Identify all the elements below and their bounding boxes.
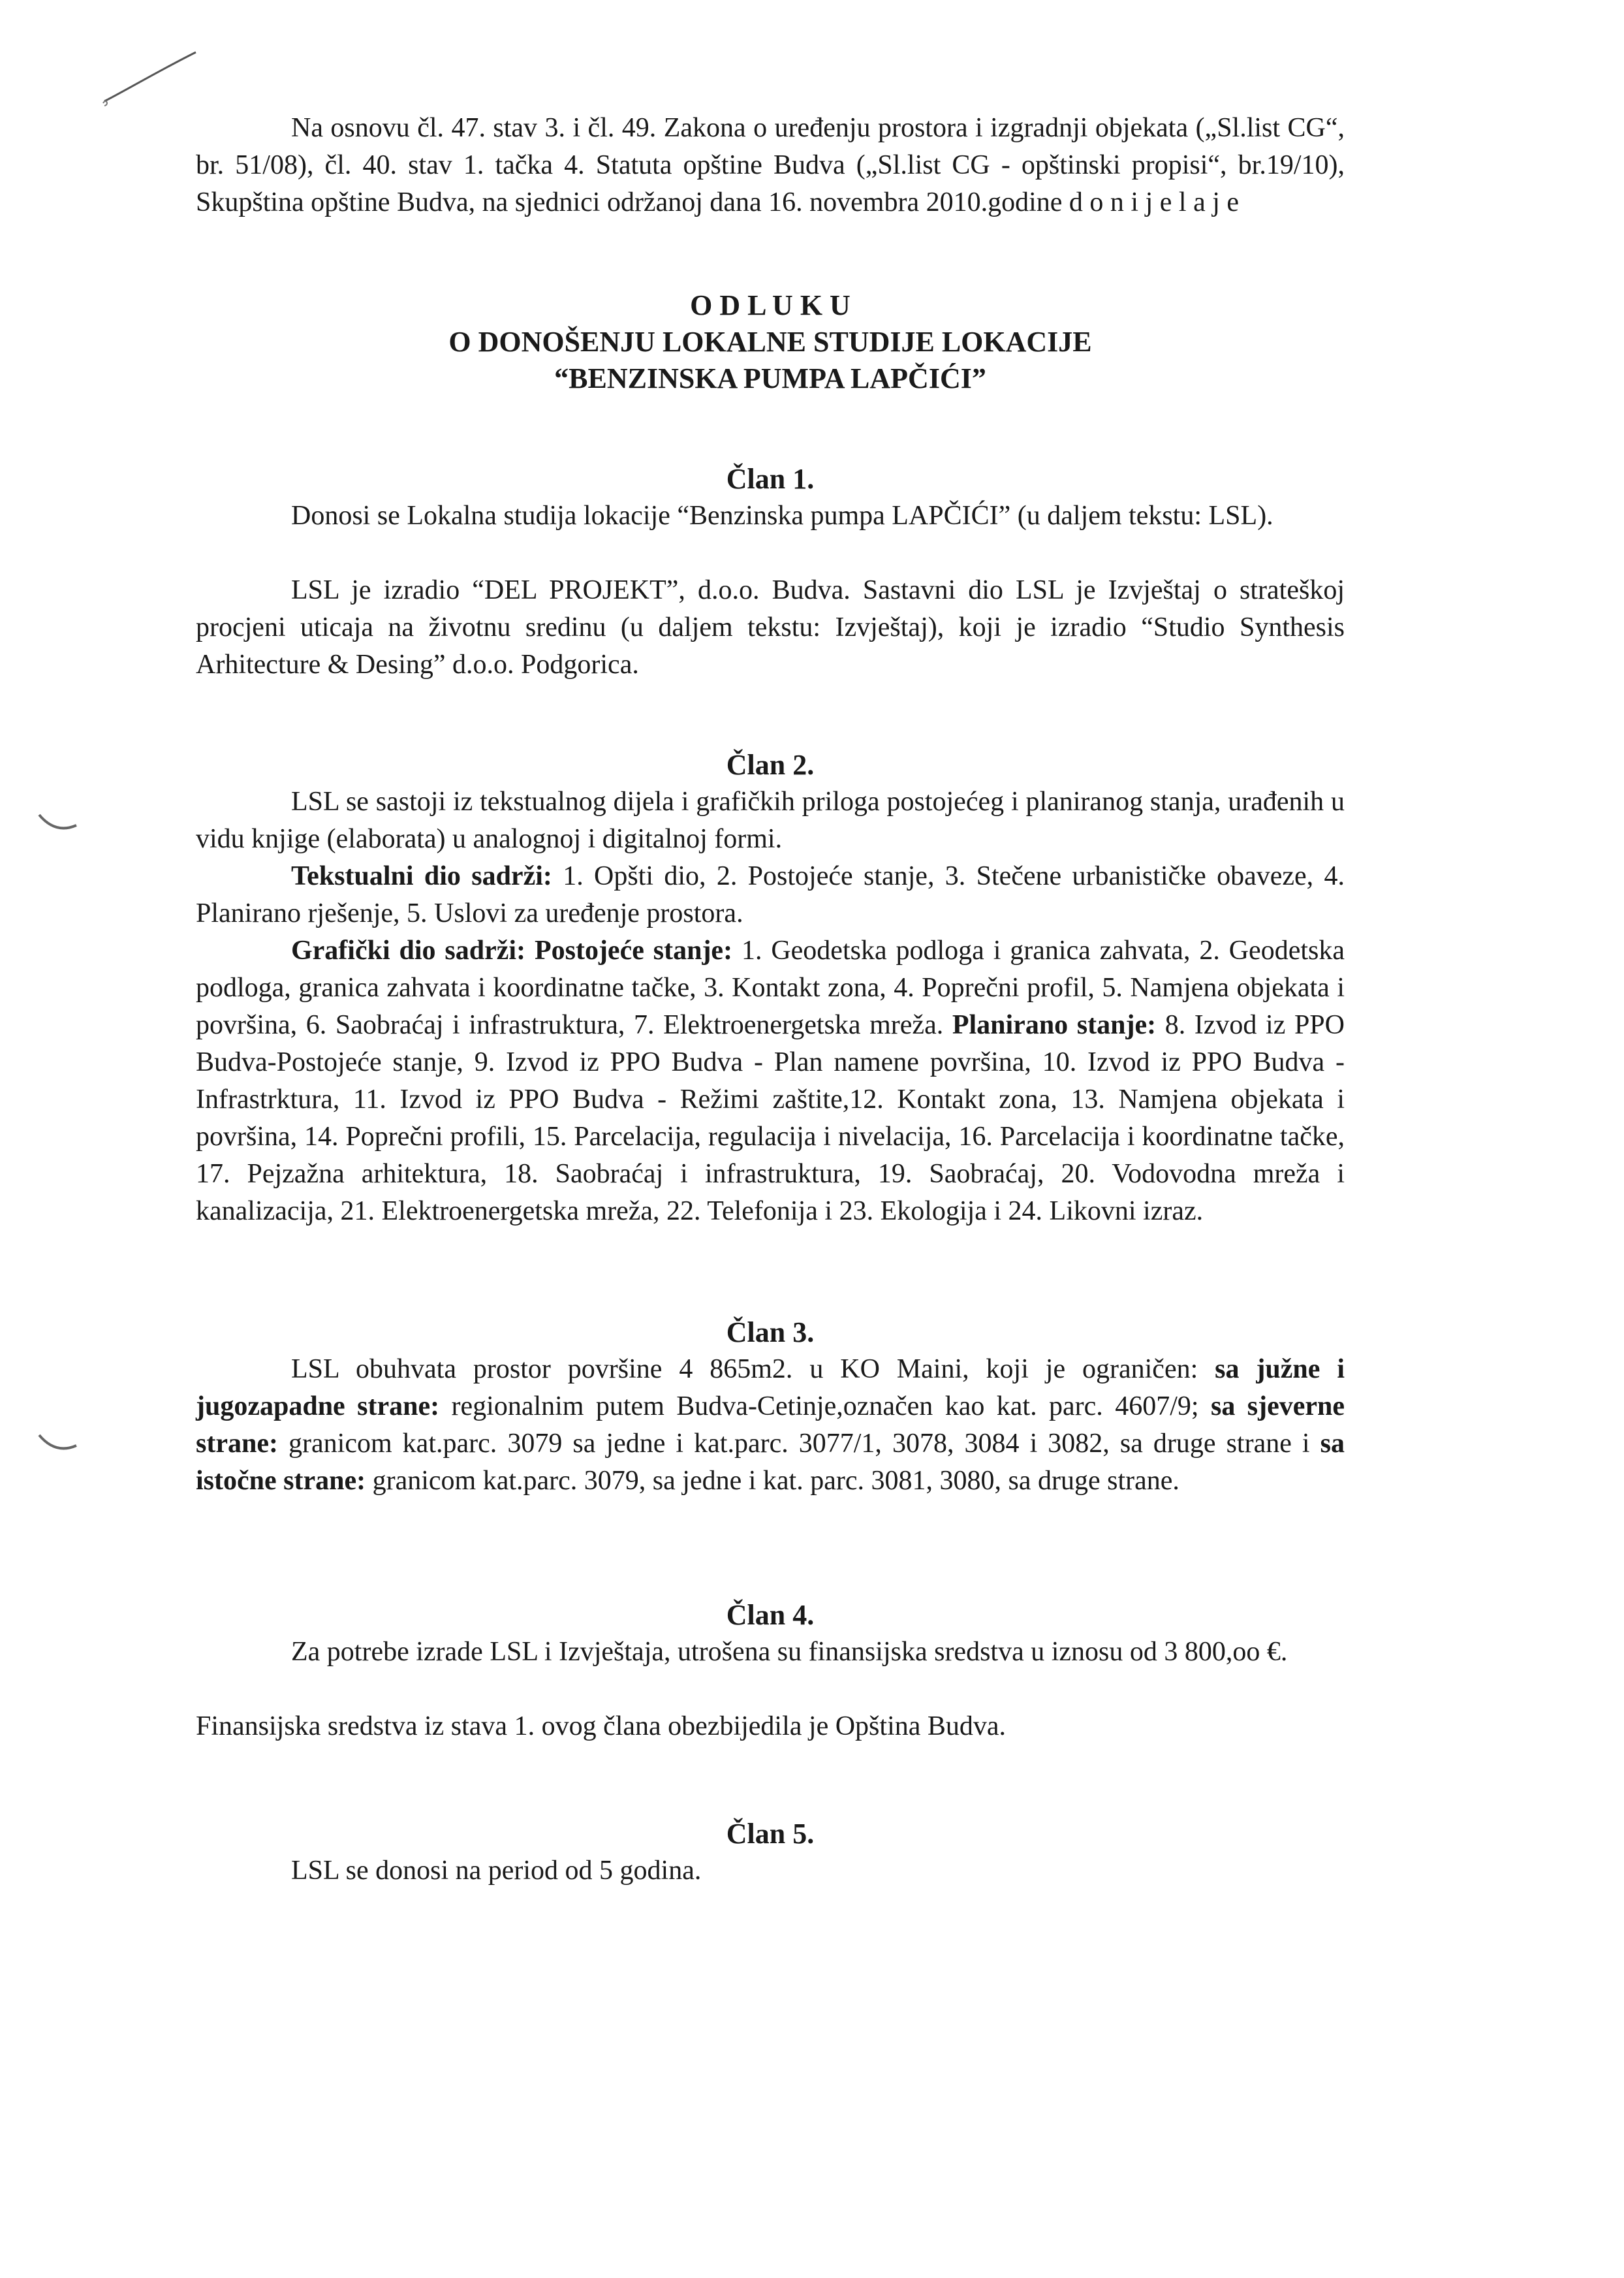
clan-4-heading: Član 4. bbox=[726, 1599, 815, 1631]
clan-3-text-1: LSL obuhvata prostor površine 4 865m2. u KO Maini, koji je ograničen: bbox=[291, 1354, 1215, 1384]
graphic-part-label: Grafički dio sadrži: Postojeće stanje: bbox=[291, 936, 733, 966]
clan-1-paragraph-2: LSL je izradio “DEL PROJEKT”, d.o.o. Budva. Sastavni dio LSL je Izvještaj o strateškoj procjeni uticaja na životnu sredinu (u daljem tekstu: Izvještaj), koji je izradio “Studio Synthesis Arhitecture & Desing” d.o.o. Podgorica. bbox=[196, 575, 1345, 680]
north-side-label: sa sjeverne strane: bbox=[196, 1391, 1345, 1459]
binder-mark-lower bbox=[36, 1430, 82, 1456]
intro-text: Na osnovu čl. 47. stav 3. i čl. 49. Zakona o uređenju prostora i izgradnji objekata („Sl.list CG“, br. 51/08), čl. 40. stav 1. tačka 4. Statuta opštine Budva („Sl.list CG - opštinski propisi“, br.19/10), Skupština opštine Budva, na sjednici održanoj dana 16. novembra 2010.godine bbox=[196, 113, 1345, 217]
clan-3-paragraph bbox=[196, 1351, 1345, 1500]
clan-1-paragraph-1: Donosi se Lokalna studija lokacije “Benzinska pumpa LAPČIĆI” (u daljem tekstu: LSL). bbox=[291, 501, 1273, 531]
intro-verb: d o n i j e l a j e bbox=[1069, 187, 1240, 217]
pen-stroke-mark bbox=[98, 46, 202, 111]
textual-part-text: 1. Opšti dio, 2. Postojeće stanje, 3. Stečene urbanističke obaveze, 4. Planirano rješenje, 5. Uslovi za uređenje prostora. bbox=[196, 861, 1345, 928]
decision-title bbox=[196, 287, 1345, 397]
clan-3-text-4: granicom kat.parc. 3079, sa jedne i kat. parc. 3081, 3080, sa druge strane. bbox=[366, 1466, 1179, 1496]
textual-part-label: Tekstualni dio sadrži: bbox=[291, 861, 552, 891]
clan-2-heading: Član 2. bbox=[726, 749, 815, 781]
clan-2-paragraph-3 bbox=[196, 932, 1345, 1230]
clan-2-paragraph-1: LSL se sastoji iz tekstualnog dijela i grafičkih priloga postojećeg i planiranog stanja, urađenih u vidu knjige (elaborata) u analognoj i digitalnoj formi. bbox=[196, 787, 1345, 854]
title-line-1: O D L U K U bbox=[690, 289, 851, 321]
clan-5-paragraph: LSL se donosi na period od 5 godina. bbox=[291, 1856, 702, 1886]
clan-1-heading: Član 1. bbox=[726, 463, 815, 495]
graphic-part-existing-text: 1. Geodetska podloga i granica zahvata, 2. Geodetska podloga, granica zahvata i koordinatne tačke, 3. Kontakt zona, 4. Poprečni profil, 5. Namjena objekata i površina, 6. Saobraćaj i infrastruktura, 7. Elektroenergetska mreža. bbox=[196, 936, 1345, 1040]
clan-3-text-2: regionalnim putem Budva-Cetinje,označen kao kat. parc. 4607/9; bbox=[439, 1391, 1211, 1421]
clan-4-paragraph-1: Za potrebe izrade LSL i Izvještaja, utrošena su finansijska sredstva u iznosu od 3 800,oo €. bbox=[291, 1637, 1288, 1667]
clan-2-paragraph-2 bbox=[196, 858, 1345, 932]
title-line-2: O DONOŠENJU LOKALNE STUDIJE LOKACIJE bbox=[448, 326, 1092, 358]
clan-3-text-3: granicom kat.parc. 3079 sa jedne i kat.parc. 3077/1, 3078, 3084 i 3082, sa druge strane i bbox=[277, 1429, 1320, 1459]
planned-state-label: Planirano stanje: bbox=[952, 1010, 1157, 1040]
south-side-label: sa južne i jugozapadne strane: bbox=[196, 1354, 1345, 1421]
east-side-label: sa istočne strane: bbox=[196, 1429, 1345, 1496]
clan-3-heading: Član 3. bbox=[726, 1316, 815, 1348]
clan-4-paragraph-2: Finansijska sredstva iz stava 1. ovog člana obezbijedila je Opština Budva. bbox=[196, 1711, 1007, 1741]
clan-5-heading: Član 5. bbox=[726, 1818, 815, 1850]
binder-mark-upper bbox=[36, 810, 82, 836]
intro-paragraph bbox=[196, 110, 1345, 221]
title-line-3: “BENZINSKA PUMPA LAPČIĆI” bbox=[554, 362, 986, 394]
planned-state-text: 8. Izvod iz PPO Budva-Postojeće stanje, 9. Izvod iz PPO Budva - Plan namene površina, 10. Izvod iz PPO Budva - Infrastrktura, 11. Izvod iz PPO Budva - Režimi zaštite,12. Kontakt zona, 13. Namjena objekata i površina, 14. Poprečni profili, 15. Parcelacija, regulacija i nivelacija, 16. Parcelacija i koordinatne tačke, 17. Pejzažna arhitektura, 18. Saobraćaj i infrastruktura, 19. Saobraćaj, 20. Vodovodna mreža i kanalizacija, 21. Elektroenergetska mreža, 22. Telefonija i 23. Ekologija i 24. Likovni izraz. bbox=[196, 1010, 1345, 1226]
